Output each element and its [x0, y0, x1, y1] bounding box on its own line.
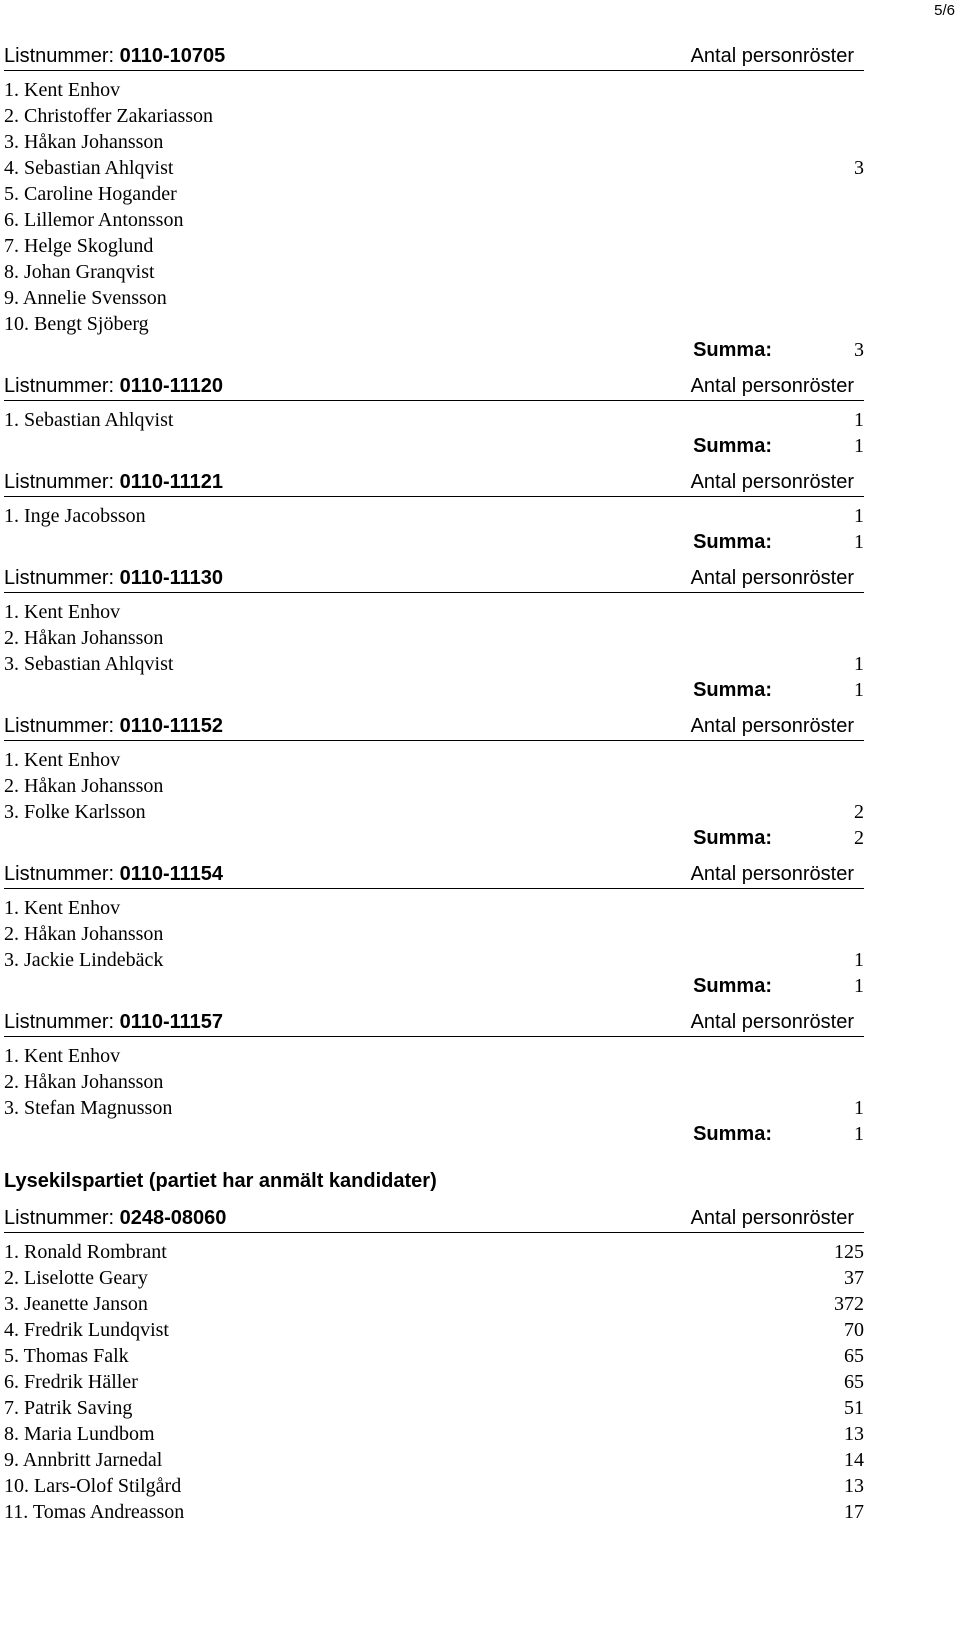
candidate-row — [4, 1395, 864, 1421]
candidate-row — [4, 181, 864, 207]
list-number-group — [4, 1009, 223, 1036]
list-block — [4, 1010, 864, 1158]
summa-row — [4, 433, 864, 459]
candidate-votes: 3 — [854, 157, 864, 179]
candidate-votes: 51 — [844, 1397, 864, 1419]
list-number-label: Listnummer: — [4, 45, 115, 67]
list-block — [4, 44, 864, 374]
candidate-row — [4, 1343, 864, 1369]
candidate-votes — [824, 599, 864, 625]
list-number-group — [4, 861, 223, 888]
summa-value: 1 — [854, 975, 864, 997]
candidate-votes: 1 — [854, 409, 864, 431]
candidate-row — [4, 1265, 864, 1291]
candidate-name: 2. Håkan Johansson — [4, 627, 164, 649]
list-header — [4, 374, 864, 401]
candidate-votes: 65 — [844, 1371, 864, 1393]
votes-column-header: Antal personröster — [690, 863, 854, 885]
candidate-list — [4, 895, 864, 973]
candidate-votes: 125 — [834, 1241, 864, 1263]
candidate-row — [4, 1069, 864, 1095]
party-heading: Lysekilspartiet (partiet har anmält kandidater) — [4, 1170, 437, 1192]
candidate-list — [4, 1043, 864, 1121]
summa-row — [4, 677, 864, 703]
candidate-votes: 1 — [854, 1097, 864, 1119]
candidate-votes — [824, 207, 864, 233]
candidate-votes — [824, 773, 864, 799]
candidate-votes: 14 — [844, 1449, 864, 1471]
list-number-group — [4, 565, 223, 592]
votes-column-header: Antal personröster — [690, 567, 854, 589]
votes-column-header: Antal personröster — [690, 45, 854, 67]
list-number-label: Listnummer: — [4, 1207, 115, 1229]
candidate-row — [4, 285, 864, 311]
list-number-group — [4, 43, 225, 70]
candidate-row — [4, 1317, 864, 1343]
candidate-row — [4, 1421, 864, 1447]
candidate-name: 11. Tomas Andreasson — [4, 1501, 185, 1523]
summa-value: 2 — [854, 827, 864, 849]
candidate-name: 9. Annbritt Jarnedal — [4, 1449, 163, 1471]
summa-label: Summa: — [693, 827, 772, 849]
results-content — [4, 44, 864, 1525]
candidate-row — [4, 947, 864, 973]
candidate-row — [4, 773, 864, 799]
list-number-group — [4, 1205, 226, 1232]
candidate-votes — [824, 285, 864, 311]
summa-value: 1 — [854, 435, 864, 457]
candidate-row — [4, 503, 864, 529]
candidate-votes: 1 — [854, 949, 864, 971]
candidate-row — [4, 1499, 864, 1525]
candidate-list — [4, 747, 864, 825]
candidate-row — [4, 407, 864, 433]
candidate-row — [4, 207, 864, 233]
summa-value: 1 — [854, 531, 864, 553]
candidate-row — [4, 1473, 864, 1499]
candidate-name: 6. Fredrik Häller — [4, 1371, 138, 1393]
list-number: 0110-11121 — [119, 471, 224, 493]
summa-label: Summa: — [693, 975, 772, 997]
candidate-name: 1. Inge Jacobsson — [4, 505, 146, 527]
list-number-label: Listnummer: — [4, 375, 115, 397]
list-number-group — [4, 469, 223, 496]
candidate-name: 2. Håkan Johansson — [4, 1071, 164, 1093]
candidate-row — [4, 155, 864, 181]
list-number: 0110-11154 — [119, 863, 224, 885]
candidate-name: 1. Kent Enhov — [4, 749, 121, 771]
list-number-label: Listnummer: — [4, 1011, 115, 1033]
candidate-votes: 1 — [854, 653, 864, 675]
candidate-name: 3. Jackie Lindebäck — [4, 949, 164, 971]
candidate-name: 4. Fredrik Lundqvist — [4, 1319, 169, 1341]
list-number-label: Listnummer: — [4, 567, 115, 589]
candidate-row — [4, 921, 864, 947]
list-block — [4, 714, 864, 862]
candidate-votes: 37 — [844, 1267, 864, 1289]
candidate-row — [4, 1043, 864, 1069]
candidate-name: 9. Annelie Svensson — [4, 287, 167, 309]
list-header — [4, 566, 864, 593]
candidate-name: 1. Kent Enhov — [4, 601, 121, 623]
list-number: 0110-11152 — [119, 715, 224, 737]
summa-row — [4, 529, 864, 555]
candidate-name: 3. Sebastian Ahlqvist — [4, 653, 174, 675]
candidate-name: 10. Lars-Olof Stilgård — [4, 1475, 182, 1497]
summa-label: Summa: — [693, 339, 772, 361]
page-number: 5/6 — [934, 2, 955, 19]
candidate-row — [4, 259, 864, 285]
candidate-list — [4, 407, 864, 433]
candidate-name: 8. Johan Granqvist — [4, 261, 155, 283]
list-number-group — [4, 373, 223, 400]
list-header — [4, 470, 864, 497]
candidate-row — [4, 103, 864, 129]
candidate-name: 5. Thomas Falk — [4, 1345, 129, 1367]
candidate-name: 2. Håkan Johansson — [4, 775, 164, 797]
votes-column-header: Antal personröster — [690, 471, 854, 493]
list-number: 0110-11120 — [119, 375, 224, 397]
list-block — [4, 374, 864, 470]
summa-label: Summa: — [693, 435, 772, 457]
candidate-votes — [824, 77, 864, 103]
candidate-name: 6. Lillemor Antonsson — [4, 209, 184, 231]
list-number: 0248-08060 — [119, 1207, 227, 1229]
candidate-name: 3. Håkan Johansson — [4, 131, 164, 153]
list-block — [4, 566, 864, 714]
candidate-votes: 1 — [854, 505, 864, 527]
candidate-votes: 17 — [844, 1501, 864, 1523]
candidate-row — [4, 799, 864, 825]
candidate-votes — [824, 625, 864, 651]
candidate-list — [4, 503, 864, 529]
candidate-name: 2. Liselotte Geary — [4, 1267, 148, 1289]
candidate-votes — [824, 1043, 864, 1069]
summa-value: 3 — [854, 339, 864, 361]
summa-row — [4, 825, 864, 851]
candidate-row — [4, 1095, 864, 1121]
list-block — [4, 862, 864, 1010]
candidate-votes: 13 — [844, 1475, 864, 1497]
candidate-name: 8. Maria Lundbom — [4, 1423, 155, 1445]
block-spacer — [4, 1147, 864, 1158]
list-header — [4, 44, 864, 71]
candidate-votes — [824, 747, 864, 773]
candidate-votes: 372 — [834, 1293, 864, 1315]
candidate-row — [4, 77, 864, 103]
candidate-votes — [824, 233, 864, 259]
candidate-votes: 13 — [844, 1423, 864, 1445]
candidate-name: 3. Folke Karlsson — [4, 801, 146, 823]
summa-label: Summa: — [693, 1123, 772, 1145]
candidate-votes — [824, 103, 864, 129]
summa-label: Summa: — [693, 531, 772, 553]
list-header — [4, 862, 864, 889]
candidate-name: 7. Patrik Saving — [4, 1397, 133, 1419]
candidate-votes — [824, 1069, 864, 1095]
candidate-name: 1. Kent Enhov — [4, 1045, 121, 1067]
candidate-row — [4, 129, 864, 155]
list-block — [4, 1206, 864, 1525]
candidate-list — [4, 599, 864, 677]
candidate-name: 3. Jeanette Janson — [4, 1293, 148, 1315]
candidate-votes — [824, 921, 864, 947]
list-header — [4, 714, 864, 741]
list-number: 0110-10705 — [119, 45, 226, 67]
votes-column-header: Antal personröster — [690, 1011, 854, 1033]
candidate-name: 1. Kent Enhov — [4, 897, 121, 919]
list-block — [4, 470, 864, 566]
candidate-row — [4, 311, 864, 337]
candidate-name: 2. Christoffer Zakariasson — [4, 105, 214, 127]
candidate-list — [4, 1239, 864, 1525]
candidate-votes — [824, 129, 864, 155]
list-header — [4, 1206, 864, 1233]
votes-column-header: Antal personröster — [690, 1207, 854, 1229]
candidate-name: 10. Bengt Sjöberg — [4, 313, 149, 335]
summa-value: 1 — [854, 1123, 864, 1145]
candidate-list — [4, 77, 864, 337]
candidate-row — [4, 747, 864, 773]
summa-row — [4, 1121, 864, 1147]
list-header — [4, 1010, 864, 1037]
candidate-name: 1. Kent Enhov — [4, 79, 121, 101]
candidate-votes — [824, 311, 864, 337]
candidate-votes: 65 — [844, 1345, 864, 1367]
list-number-label: Listnummer: — [4, 471, 115, 493]
candidate-row — [4, 233, 864, 259]
candidate-votes — [824, 181, 864, 207]
candidate-votes — [824, 895, 864, 921]
candidate-name: 1. Ronald Rombrant — [4, 1241, 167, 1263]
candidate-row — [4, 651, 864, 677]
candidate-name: 7. Helge Skoglund — [4, 235, 154, 257]
list-number-group — [4, 713, 223, 740]
votes-column-header: Antal personröster — [690, 715, 854, 737]
candidate-row — [4, 895, 864, 921]
list-number: 0110-11157 — [119, 1011, 224, 1033]
candidate-row — [4, 1239, 864, 1265]
summa-label: Summa: — [693, 679, 772, 701]
candidate-name: 3. Stefan Magnusson — [4, 1097, 173, 1119]
list-number-label: Listnummer: — [4, 863, 115, 885]
candidate-name: 5. Caroline Hogander — [4, 183, 177, 205]
candidate-row — [4, 1369, 864, 1395]
summa-row — [4, 337, 864, 363]
candidate-votes — [824, 259, 864, 285]
summa-row — [4, 973, 864, 999]
candidate-votes: 70 — [844, 1319, 864, 1341]
candidate-row — [4, 625, 864, 651]
candidate-name: 2. Håkan Johansson — [4, 923, 164, 945]
votes-column-header: Antal personröster — [690, 375, 854, 397]
candidate-name: 4. Sebastian Ahlqvist — [4, 157, 174, 179]
candidate-row — [4, 599, 864, 625]
list-number-label: Listnummer: — [4, 715, 115, 737]
summa-value: 1 — [854, 679, 864, 701]
candidate-votes: 2 — [854, 801, 864, 823]
list-number: 0110-11130 — [119, 567, 224, 589]
candidate-row — [4, 1447, 864, 1473]
candidate-row — [4, 1291, 864, 1317]
candidate-name: 1. Sebastian Ahlqvist — [4, 409, 174, 431]
